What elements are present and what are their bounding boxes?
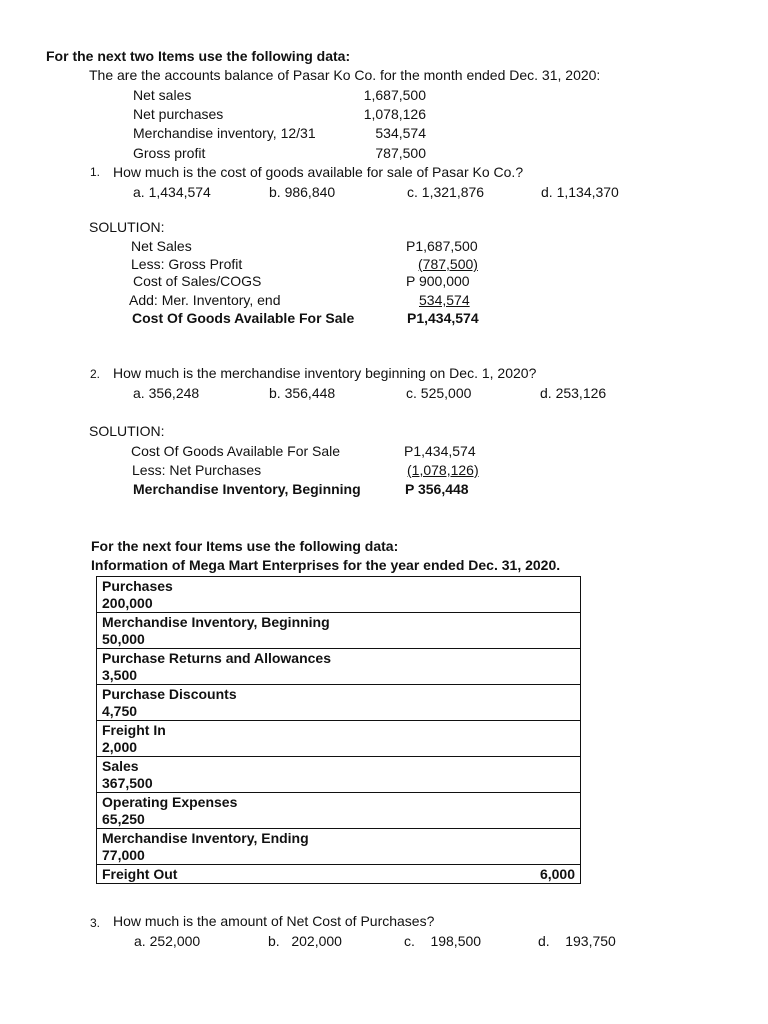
account-label: Net purchases — [133, 106, 224, 122]
table-row-value: 6,000 — [539, 866, 575, 882]
question-text: How much is the merchandise inventory beginning on Dec. 1, 2020? — [113, 365, 537, 381]
account-value: 787,500 — [375, 145, 426, 161]
table-row-value: 4,750 — [102, 703, 138, 719]
table-row-value: 77,000 — [102, 847, 145, 863]
solution-value: P1,687,500 — [406, 238, 478, 254]
solution-label: Less: Gross Profit — [131, 256, 243, 272]
solution-total-label: Merchandise Inventory, Beginning — [133, 481, 361, 497]
choice-c: c. 525,000 — [406, 385, 472, 401]
solution-value: (1,078,126) — [407, 462, 479, 478]
table-row-value: 50,000 — [102, 631, 145, 647]
solution-value: (787,500) — [418, 256, 478, 272]
table-row-label: Freight Out — [102, 866, 178, 882]
solution-label: Less: Net Purchases — [132, 462, 262, 478]
table-row — [97, 829, 581, 865]
table-row-label: Sales — [102, 758, 139, 774]
intro-text: The are the accounts balance of Pasar Ko Co. for the month ended Dec. 31, 2020: — [89, 67, 601, 83]
choice-a: a. 356,248 — [133, 385, 200, 401]
table-row — [97, 721, 581, 757]
solution-title: SOLUTION: — [89, 423, 165, 439]
solution-label: Cost of Sales/COGS — [133, 273, 262, 289]
choice-b: b. 202,000 — [268, 933, 342, 949]
solution-total-value: P1,434,574 — [407, 310, 479, 326]
section-header: For the next four Items use the following data: — [91, 538, 399, 554]
solution-total-label: Cost Of Goods Available For Sale — [132, 310, 355, 326]
table-row — [97, 649, 581, 685]
account-label: Net sales — [133, 87, 192, 103]
solution-title: SOLUTION: — [89, 219, 165, 235]
table-row-label: Freight In — [102, 722, 166, 738]
solution-value: P1,434,574 — [404, 443, 476, 459]
table-row-value: 3,500 — [102, 667, 138, 683]
table-row-value: 200,000 — [102, 595, 153, 611]
question-text: How much is the cost of goods available for sale of Pasar Ko Co.? — [113, 164, 524, 180]
intro-text: Information of Mega Mart Enterprises for the year ended Dec. 31, 2020. — [91, 557, 561, 573]
table-row-label: Purchase Returns and Allowances — [102, 650, 331, 666]
solution-value: 534,574 — [419, 292, 470, 308]
choice-a: a. 252,000 — [134, 933, 201, 949]
table-row — [97, 577, 581, 613]
choice-b: b. 986,840 — [269, 184, 336, 200]
table-row-value: 367,500 — [102, 775, 153, 791]
table-row-label: Purchases — [102, 578, 173, 594]
table-row-label: Merchandise Inventory, Ending — [102, 830, 309, 846]
choice-d: d. 1,134,370 — [541, 184, 619, 200]
question-number: 2. — [90, 367, 101, 381]
solution-total-value: P 356,448 — [405, 481, 469, 497]
account-value: 1,078,126 — [363, 106, 426, 122]
table-row — [97, 865, 581, 884]
question-number: 3. — [90, 916, 101, 930]
table-row — [97, 685, 581, 721]
choice-c: c. 1,321,876 — [407, 184, 485, 200]
choice-b: b. 356,448 — [269, 385, 336, 401]
table-row-value: 65,250 — [102, 811, 145, 827]
table-row — [97, 757, 581, 793]
choice-c: c. 198,500 — [404, 933, 482, 949]
solution-value: P 900,000 — [406, 273, 470, 289]
solution-label: Add: Mer. Inventory, end — [129, 292, 281, 308]
account-label: Merchandise inventory, 12/31 — [133, 125, 316, 141]
account-value: 1,687,500 — [363, 87, 426, 103]
table-row-label: Operating Expenses — [102, 794, 238, 810]
data-table — [96, 576, 581, 884]
question-text: How much is the amount of Net Cost of Purchases? — [113, 913, 435, 929]
solution-label: Cost Of Goods Available For Sale — [131, 443, 341, 459]
section-header: For the next two Items use the following data: — [46, 48, 351, 64]
choice-a: a. 1,434,574 — [133, 184, 211, 200]
table-row — [97, 793, 581, 829]
table-row — [97, 613, 581, 649]
account-label: Gross profit — [133, 145, 206, 161]
table-row-label: Merchandise Inventory, Beginning — [102, 614, 330, 630]
choice-d: d. 253,126 — [540, 385, 607, 401]
table-row-label: Purchase Discounts — [102, 686, 237, 702]
choice-d: d. 193,750 — [538, 933, 616, 949]
account-value: 534,574 — [375, 125, 426, 141]
solution-label: Net Sales — [131, 238, 192, 254]
table-row-value: 2,000 — [102, 739, 138, 755]
question-number: 1. — [90, 165, 101, 179]
